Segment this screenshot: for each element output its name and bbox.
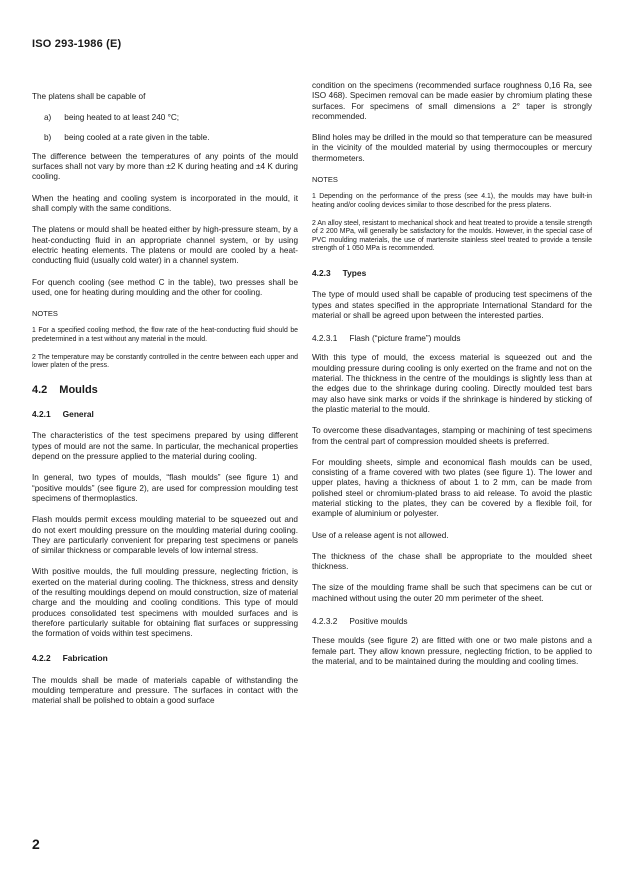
subsubsection-heading bbox=[312, 333, 592, 343]
section-number: 4.2.3.2 bbox=[312, 616, 338, 627]
notes-heading: NOTES bbox=[32, 309, 58, 319]
paragraph: When the heating and cooling system is incorporated in the mould, it shall comply with the same conditions. bbox=[32, 193, 298, 214]
list-item bbox=[32, 113, 298, 123]
section-title: Types bbox=[342, 267, 367, 278]
section-number: 4.2.3 bbox=[312, 267, 331, 278]
note: 2 An alloy steel, resistant to mechanical shock and heat treated to provide a tensile strength of 2 200 MPa, will generally be satisfactory for the moulds. However, in the special case of PVC moulding materials, the use of martensite stainless steel treated to provide a tensile strength of 1 050 MPa is recommended. bbox=[312, 219, 592, 253]
section-number: 4.2.2 bbox=[32, 653, 51, 664]
list-item-label: b) bbox=[44, 132, 52, 142]
paragraph: The difference between the temperatures of any points of the mould surfaces shall not vary by more than ±2 K during heating and ±4 K during cooling. bbox=[32, 151, 298, 182]
document-header: ISO 293-1986 (E) bbox=[32, 38, 122, 50]
subsubsection-heading bbox=[312, 616, 592, 626]
paragraph: These moulds (see figure 2) are fitted with one or two male pistons and a female part. They allow known pressure, neglecting friction, to be applied to the material, and to be maintained during the moulding and cooling times. bbox=[312, 636, 592, 666]
paragraph: The platens or mould shall be heated either by high-pressure steam, by a heat-conducting fluid in an appropriate channel system, or by using electric heating elements. The platens or mould are cooled by a heat-conducting fluid (usually cold water) in a channel system. bbox=[32, 225, 298, 266]
section-heading bbox=[32, 385, 298, 395]
paragraph: In general, two types of moulds, “flash moulds” (see figure 1) and “positive moulds” (see figure 2), are used for compression moulding test specimens of thermoplastics. bbox=[32, 473, 298, 503]
right-column bbox=[312, 81, 592, 678]
paragraph: The moulds shall be made of materials capable of withstanding the moulding temperature and pressure. The surfaces in contact with the material shall be polished to obtain a good surface bbox=[32, 675, 298, 706]
paragraph: Flash moulds permit excess moulding material to be squeezed out and do not exert moulding pressure on the moulding material during cooling. They are particularly convenient for preparing test specimens or panels of similar thickness or comparable levels of low internal stress. bbox=[32, 515, 298, 556]
paragraph: With positive moulds, the full moulding pressure, neglecting friction, is exerted on the material during cooling. The thickness, stress and density of the resulting mouldings depend on mould construction, size of material charge and the moulding and cooling conditions. This type of mould produces consolidated test specimens with moulded surfaces and is therefore particularly suitable for obtaining flat surfaces or suppressing the formation of voids within test specimens. bbox=[32, 567, 298, 639]
notes-heading: NOTES bbox=[312, 175, 338, 185]
section-number: 4.2.3.1 bbox=[312, 333, 338, 344]
section-title: General bbox=[62, 409, 94, 420]
section-title: Flash (“picture frame”) moulds bbox=[349, 333, 461, 344]
paragraph: The type of mould used shall be capable of producing test specimens of the types and states specified in the appropriate International Standard for the material or shall be agreed upon between the interested parties. bbox=[312, 290, 592, 320]
subsection-heading bbox=[32, 409, 298, 419]
subsection-heading bbox=[32, 653, 298, 663]
note: 1 Depending on the performance of the press (see 4.1), the moulds may have built-in heating and/or cooling devices similar to those described for the press platens. bbox=[312, 193, 592, 209]
subsection-heading bbox=[312, 268, 592, 278]
paragraph: The platens shall be capable of bbox=[32, 92, 146, 101]
paragraph: The thickness of the chase shall be appropriate to the moulded sheet thickness. bbox=[312, 551, 592, 572]
left-column bbox=[32, 92, 298, 718]
paragraph: For moulding sheets, simple and economical flash moulds can be used, consisting of a frame covered with two plates (see figure 1). The lower and upper plates, having a thickness of about 1 to 2 mm, can be made from polished steel or chromium-plated brass to aid release. To avoid the plastic material sticking to the plates, they can be covered by a flexible foil, for example of aluminium or polyester. bbox=[312, 457, 592, 519]
section-number: 4.2.1 bbox=[32, 409, 51, 420]
list-item bbox=[32, 133, 298, 143]
paragraph: The size of the moulding frame shall be such that specimens can be cut or machined without using the outer 20 mm perimeter of the sheet. bbox=[312, 583, 592, 603]
paragraph: The characteristics of the test specimens prepared by using different types of mould are not the same. In particular, the mechanical properties depend on the pressure applied to the material during cooling. bbox=[32, 431, 298, 462]
list-item-text: being cooled at a rate given in the table. bbox=[64, 132, 210, 142]
paragraph: Blind holes may be drilled in the mould so that temperature can be measured in the vicinity of the moulded material by using thermocouples or mercury thermometers. bbox=[312, 133, 592, 163]
paragraph: Use of a release agent is not allowed. bbox=[312, 530, 449, 540]
paragraph: For quench cooling (see method C in the table), two presses shall be used, one for heating during moulding and the other for cooling. bbox=[32, 277, 298, 297]
section-title: Fabrication bbox=[62, 653, 108, 664]
list-item-text: being heated to at least 240 °C; bbox=[64, 113, 180, 123]
page-number: 2 bbox=[32, 836, 40, 852]
list-item-label: a) bbox=[44, 113, 52, 123]
section-title: Positive moulds bbox=[349, 616, 408, 627]
paragraph: To overcome these disadvantages, stamping or machining of test specimens from the central part of compression moulded sheets is preferred. bbox=[312, 426, 592, 446]
note: 2 The temperature may be constantly controlled in the centre between each upper and lower platen of the press. bbox=[32, 353, 298, 370]
section-title: Moulds bbox=[59, 383, 98, 396]
section-number: 4.2 bbox=[32, 383, 48, 396]
paragraph: condition on the specimens (recommended surface roughness 0,16 Ra, see ISO 468). Specimen removal can be made easier by chromium plating these surfaces. For specimens of small dimensions a 2° taper is strongly recommended. bbox=[312, 81, 592, 121]
paragraph: With this type of mould, the excess material is squeezed out and the moulding pressure during cooling is only exerted on the frame and not on the material. The thickness in the centre of the mouldings is slightly less than at the edges due to the shrinkage during cooling. Directly moulded test bars may also have sink marks or voids if the shrinkage is hindered by sticking of the plastic material to the mould. bbox=[312, 353, 592, 414]
note: 1 For a specified cooling method, the flow rate of the heat-conducting fluid should be predetermined in a test without any material in the mould. bbox=[32, 327, 298, 344]
